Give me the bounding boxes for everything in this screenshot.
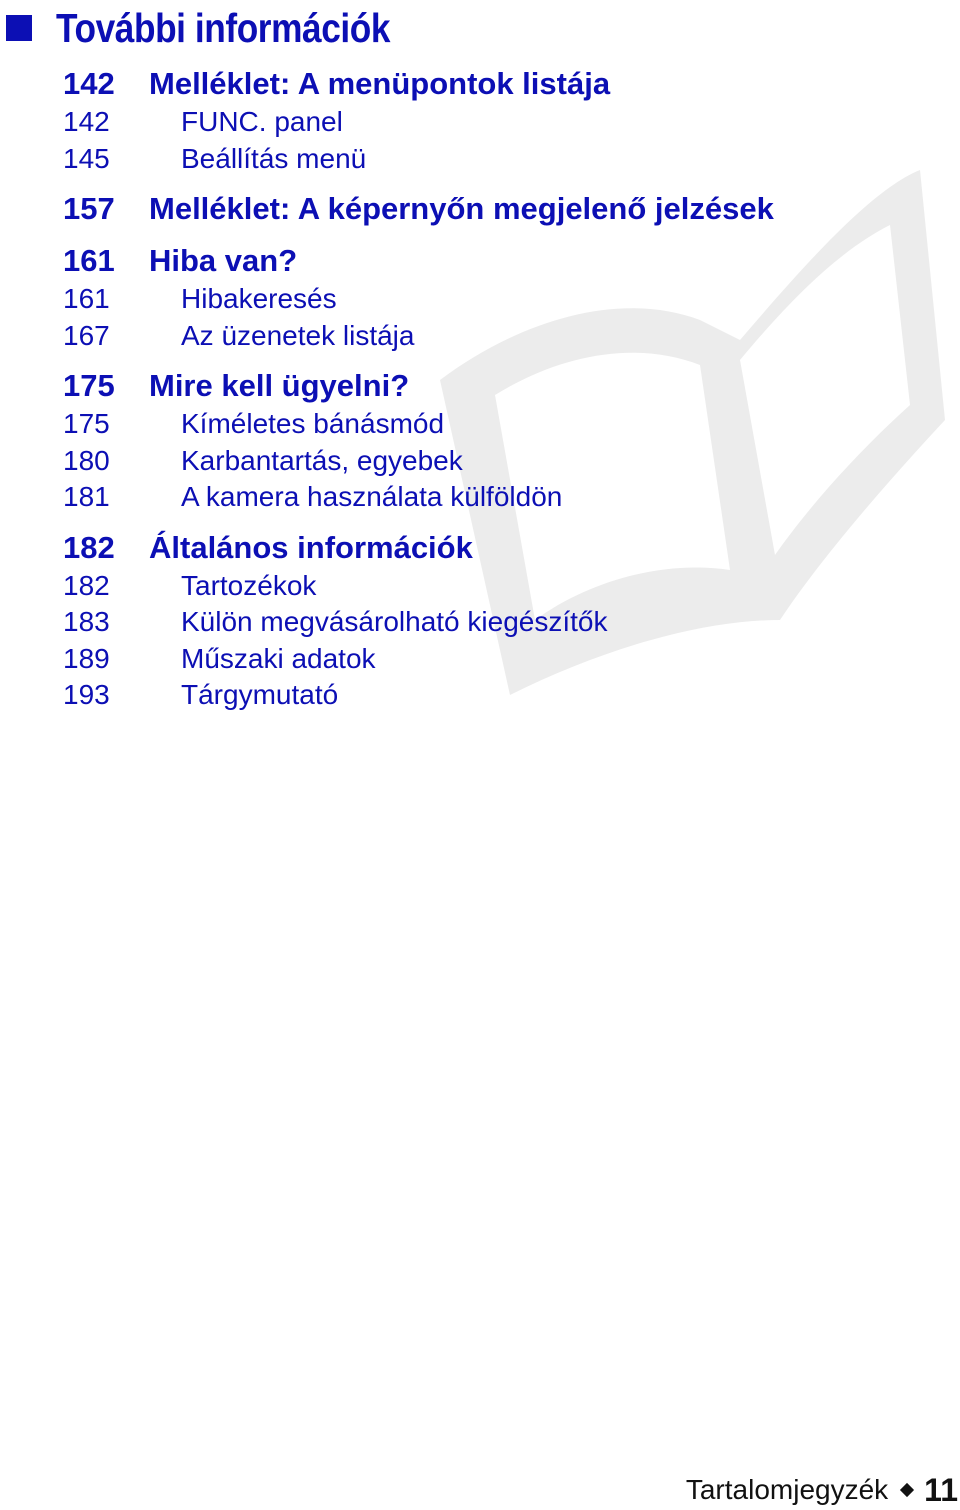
toc-entry-title: FUNC. panel <box>181 106 343 137</box>
toc-page-number: 183 <box>63 606 110 637</box>
toc-group <box>63 189 943 229</box>
toc-entry-title: Melléklet: A menüpontok listája <box>149 66 611 101</box>
toc-entry-sub[interactable] <box>63 479 943 516</box>
toc-page-number: 182 <box>63 569 110 601</box>
toc-entry-main[interactable] <box>63 366 943 406</box>
toc-entry-title: Kíméletes bánásmód <box>181 408 445 439</box>
toc-entry-sub[interactable] <box>63 604 943 641</box>
toc-entry-title: Beállítás menü <box>181 142 367 174</box>
toc-entry-title: Karbantartás, egyebek <box>181 444 463 476</box>
toc-page-number: 175 <box>63 368 115 403</box>
toc-entry-title: A kamera használata külföldön <box>181 481 563 512</box>
toc-entry-main[interactable] <box>63 241 943 281</box>
toc-group <box>63 366 943 516</box>
toc-page-number: 161 <box>63 283 110 314</box>
page-footer <box>686 1470 960 1510</box>
toc-entry-sub[interactable] <box>63 568 943 605</box>
toc-entry-title: Mire kell ügyelni? <box>149 368 410 403</box>
toc-group <box>63 241 943 354</box>
footer-chapter-label: Tartalomjegyzék <box>685 1474 889 1505</box>
toc-page-number: 167 <box>63 319 110 351</box>
toc-page-number: 161 <box>63 243 115 278</box>
toc-entry-title: Hiba van? <box>149 243 298 278</box>
toc-entry-sub[interactable] <box>63 104 943 141</box>
toc-entry-sub[interactable] <box>63 406 943 443</box>
toc-entry-title: Külön megvásárolható kiegészítők <box>181 606 608 637</box>
toc-entry-title: Az üzenetek listája <box>181 319 415 351</box>
toc-page-number: 175 <box>63 408 110 439</box>
toc-page-number: 142 <box>63 66 115 101</box>
toc-group <box>63 64 943 177</box>
toc-page-number: 180 <box>63 444 110 476</box>
toc-entry-title: Melléklet: A képernyőn megjelenő jelzések <box>149 191 774 226</box>
diamond-icon <box>900 1483 914 1497</box>
toc-entry-main[interactable] <box>63 528 943 568</box>
toc-entry-sub[interactable] <box>63 141 943 178</box>
toc-entry-title: Tárgymutató <box>181 679 339 710</box>
toc-entry-sub[interactable] <box>63 281 943 318</box>
toc-page-number: 193 <box>63 679 110 710</box>
toc-page-number: 145 <box>63 142 110 174</box>
toc-entry-title: Általános információk <box>149 529 473 565</box>
section-header <box>6 4 444 52</box>
toc-page-number: 142 <box>63 106 110 137</box>
toc-group <box>63 528 943 714</box>
table-of-contents <box>63 64 943 714</box>
toc-entry-sub[interactable] <box>63 677 943 714</box>
toc-page-number: 181 <box>63 481 110 512</box>
toc-entry-main[interactable] <box>63 189 943 229</box>
square-bullet-icon <box>6 15 32 41</box>
toc-entry-sub[interactable] <box>63 443 943 480</box>
toc-entry-title: Műszaki adatok <box>181 642 376 674</box>
footer-page-number: 11 <box>924 1471 958 1508</box>
toc-page-number: 189 <box>63 642 110 674</box>
section-title: További információk <box>56 4 391 51</box>
toc-page-number: 182 <box>63 529 115 565</box>
toc-entry-title: Tartozékok <box>181 569 317 601</box>
toc-page-number: 157 <box>63 191 115 226</box>
toc-entry-sub[interactable] <box>63 641 943 678</box>
toc-entry-sub[interactable] <box>63 318 943 355</box>
toc-entry-title: Hibakeresés <box>181 283 337 314</box>
toc-entry-main[interactable] <box>63 64 943 104</box>
